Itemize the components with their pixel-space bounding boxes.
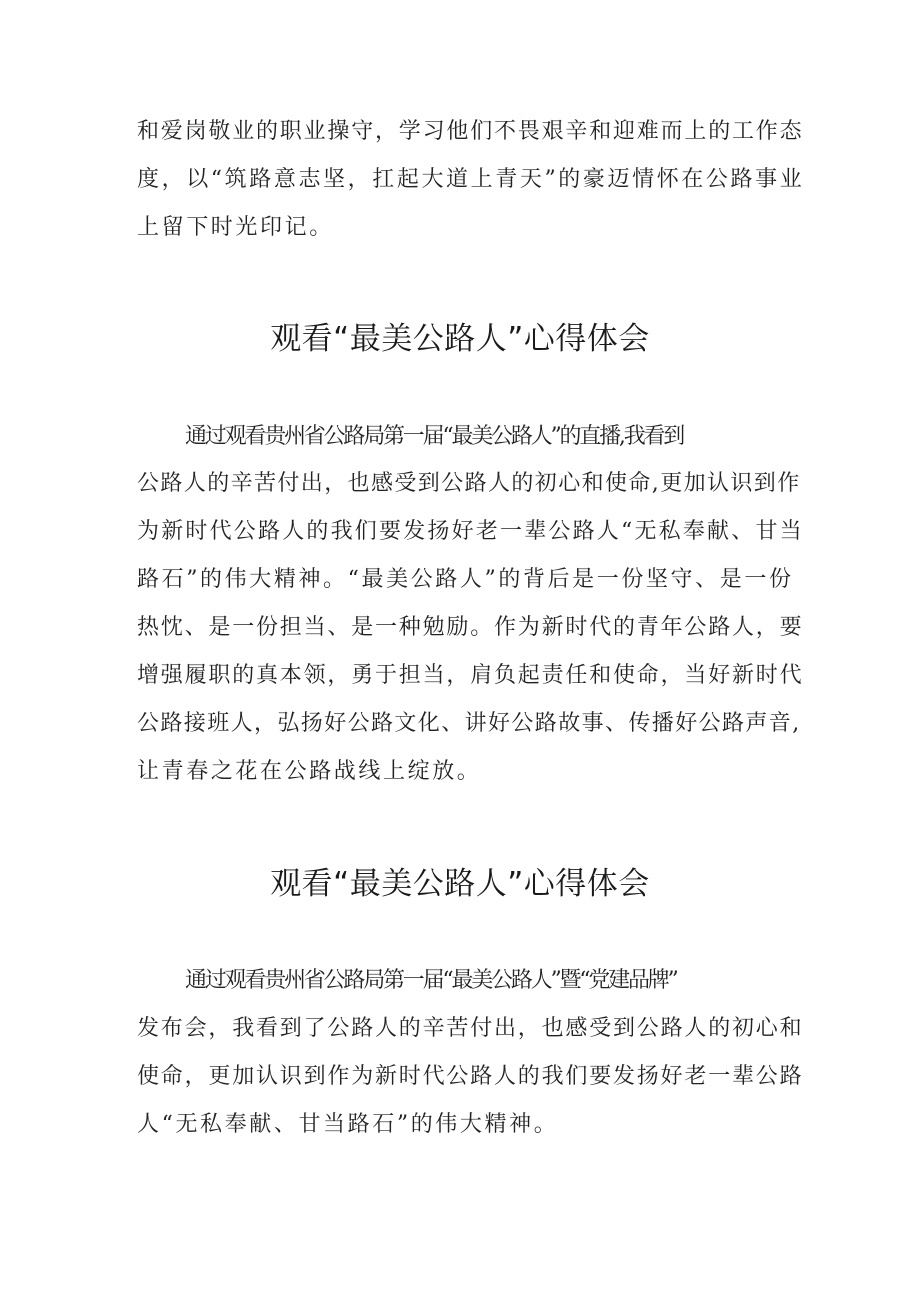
paragraph-line: 发布会，我看到了公路人的辛苦付出，也感受到公路人的初心和 (137, 1016, 804, 1041)
paragraph-line: 路石”的伟大精神。“最美公路人”的背后是一份坚守、是一份 (137, 567, 794, 592)
paragraph-line: 通过观看贵州省公路局第一届“最美公路人”暨“党建品牌” (185, 968, 677, 993)
section-title: 观看“最美公路人”心得体会 (270, 321, 650, 357)
paragraph-line: 公路人的辛苦付出，也感受到公路人的初心和使命,更加认识到作 (137, 471, 801, 496)
paragraph-line: 使命，更加认识到作为新时代公路人的我们要发扬好老一辈公路 (137, 1064, 804, 1089)
paragraph-line: 热忱、是一份担当、是一种勉励。作为新时代的青年公路人，要 (137, 615, 804, 640)
paragraph-line: 度，以“筑路意志坚，扛起大道上青天”的豪迈情怀在公路事业 (137, 167, 805, 192)
paragraph-line: 让青春之花在公路战线上绽放。 (137, 759, 482, 784)
paragraph-line: 为新时代公路人的我们要发扬好老一辈公路人“无私奉献、甘当 (137, 519, 804, 544)
paragraph-line: 上留下时光印记。 (137, 215, 334, 240)
paragraph-line: 人“无私奉献、甘当路石”的伟大精神。 (137, 1112, 559, 1137)
paragraph-line: 公路接班人，弘扬好公路文化、讲好公路故事、传播好公路声音, (137, 711, 801, 736)
section-title: 观看“最美公路人”心得体会 (270, 866, 650, 902)
paragraph-line: 增强履职的真本领，勇于担当，肩负起责任和使命，当好新时代 (137, 663, 804, 688)
paragraph-line: 和爱岗敬业的职业操守，学习他们不畏艰辛和迎难而上的工作态 (137, 119, 804, 144)
paragraph-line: 通过观看贵州省公路局第一届“最美公路人”的直播,我看到 (185, 424, 684, 449)
